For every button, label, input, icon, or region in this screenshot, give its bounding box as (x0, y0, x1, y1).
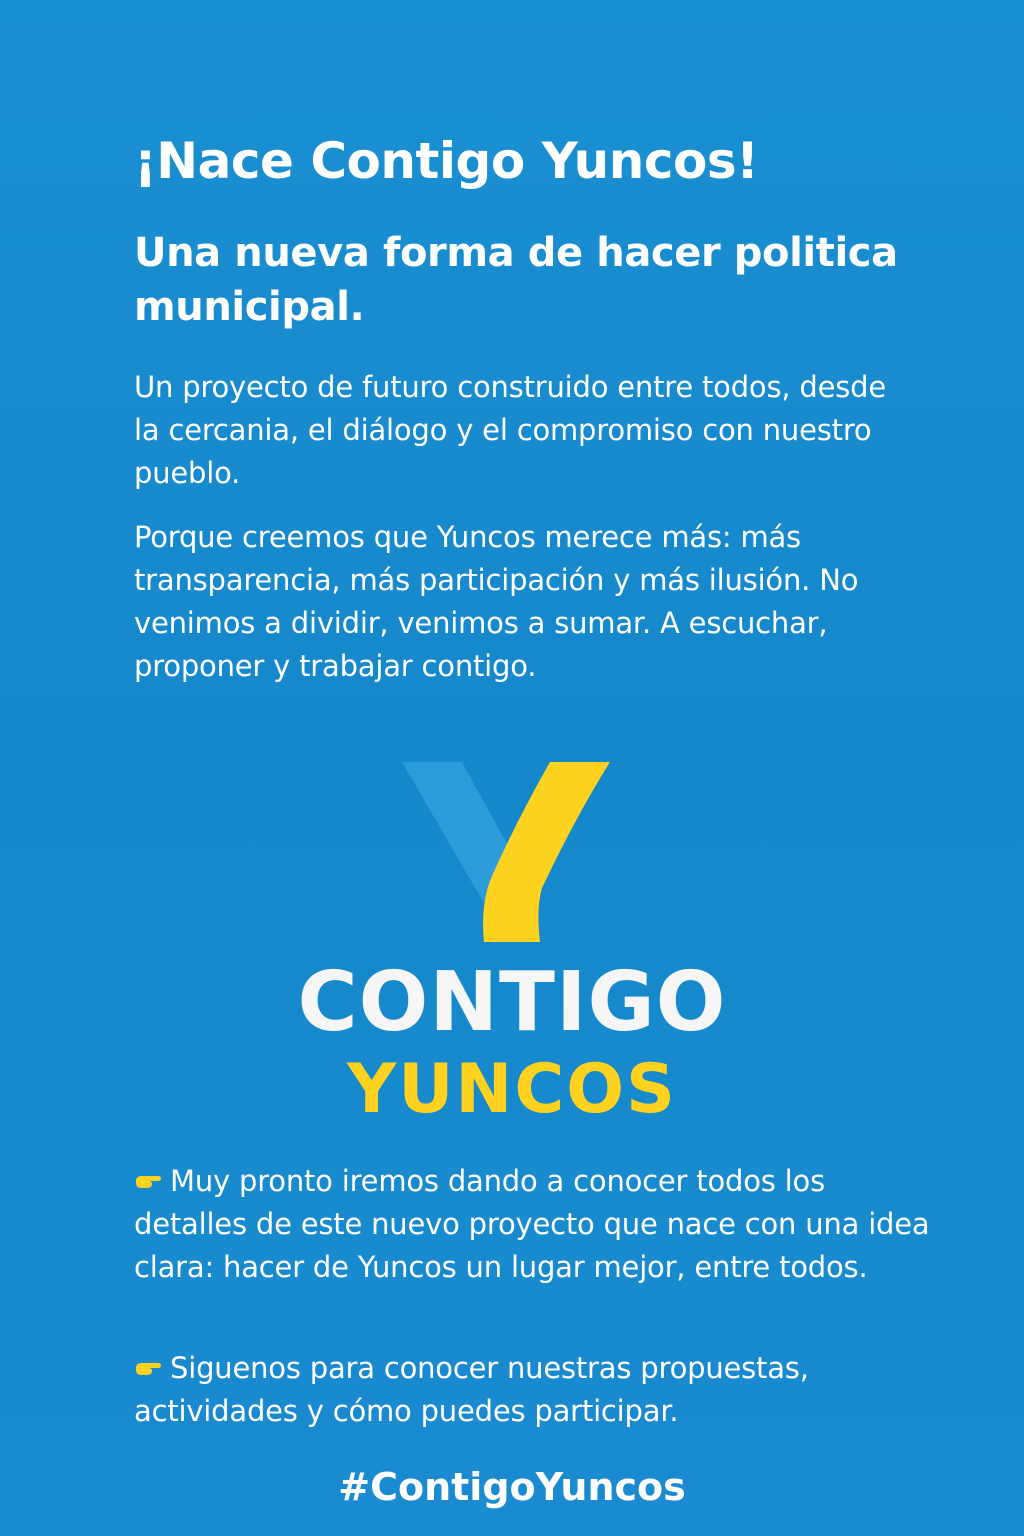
intro-paragraph-1: Un proyecto de futuro construido entre todos, desde la cercania, el diálogo y el compromiso con nuestro pueblo. (134, 370, 887, 490)
bullet-text: Siguenos para conocer nuestras propuestas, actividades y cómo puedes participar. (134, 1351, 809, 1428)
intro-paragraph-2: Porque creemos que Yuncos merece más: más transparencia, más participación y más ilusión. No venimos a dividir, venimos a sumar. A escuchar, proponer y trabajar contigo. (134, 520, 859, 683)
hashtag: #ContigoYuncos (338, 1465, 686, 1509)
bullet-item-announcement (134, 1159, 934, 1289)
page-title: ¡Nace Contigo Yuncos! (134, 132, 759, 190)
logo-wordmark-line-2: YUNCOS (346, 1050, 678, 1129)
y-letter-logo-icon (400, 758, 615, 948)
pointing-hand-icon (134, 1346, 162, 1364)
pointing-hand-icon (134, 1159, 162, 1177)
logo-wordmark-line-1: CONTIGO (297, 955, 727, 1050)
bullet-item-follow (134, 1346, 924, 1433)
page-subtitle: Una nueva forma de hacer politica municipal. (134, 230, 898, 330)
bullet-text: Muy pronto iremos dando a conocer todos los detalles de este nuevo proyecto que nace con una idea clara: hacer de Yuncos un lugar mejor, entre todos. (134, 1164, 930, 1284)
